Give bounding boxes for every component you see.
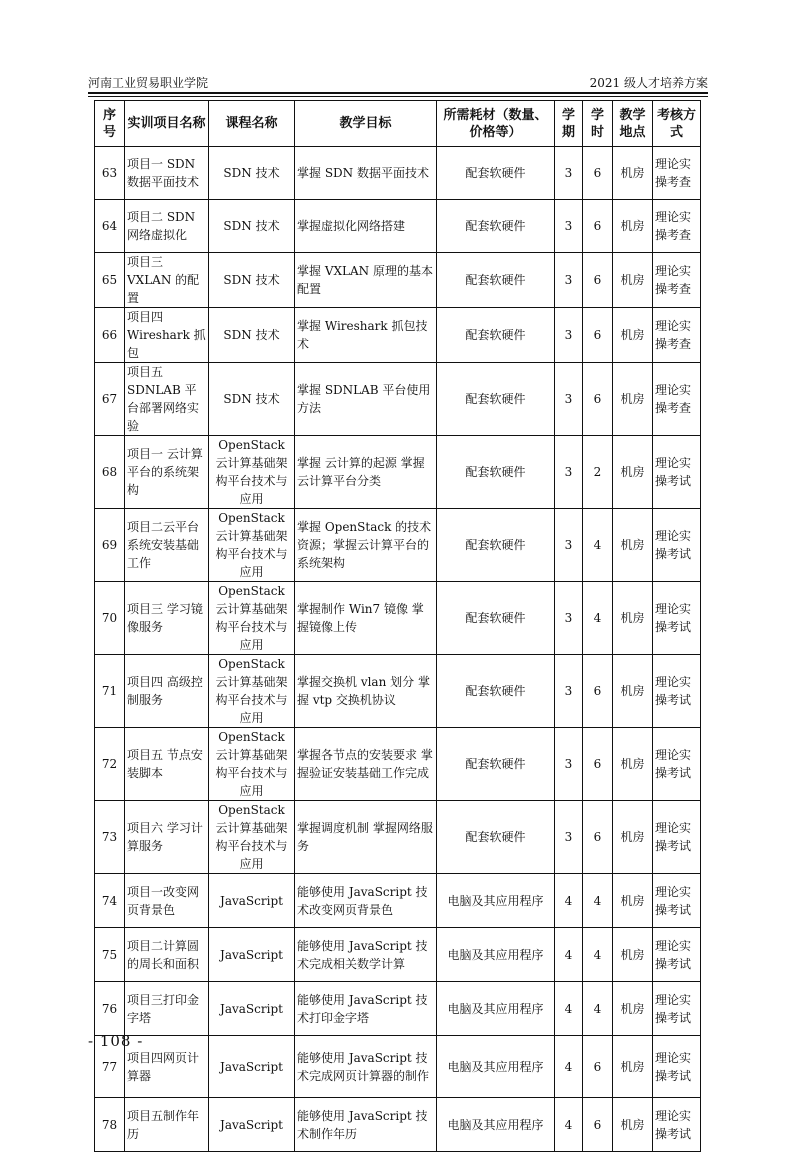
cell-location: 机房 [613,253,653,308]
cell-row-number: 72 [95,728,125,801]
cell-course-name: JavaScript [209,982,295,1036]
cell-project-name: 项目四 Wireshark 抓包 [125,308,209,363]
cell-location: 机房 [613,874,653,928]
cell-teaching-goal: 掌握 Wireshark 抓包技术 [295,308,437,363]
cell-hours: 6 [583,147,613,200]
cell-teaching-goal: 掌握 OpenStack 的技术资源；掌握云计算平台的系统架构 [295,509,437,582]
cell-location: 机房 [613,582,653,655]
col-header-no: 序号 [95,101,125,147]
cell-course-name: SDN 技术 [209,200,295,253]
cell-hours: 4 [583,874,613,928]
cell-teaching-goal: 掌握 云计算的起源 掌握 云计算平台分类 [295,436,437,509]
cell-row-number: 77 [95,1036,125,1098]
cell-row-number: 75 [95,928,125,982]
cell-term: 3 [555,582,583,655]
cell-teaching-goal: 掌握交换机 vlan 划分 掌握 vtp 交换机协议 [295,655,437,728]
cell-hours: 2 [583,436,613,509]
cell-project-name: 项目三 VXLAN 的配置 [125,253,209,308]
cell-material: 配套软硬件 [437,582,555,655]
cell-row-number: 73 [95,801,125,874]
cell-material: 配套软硬件 [437,308,555,363]
cell-course-name: SDN 技术 [209,363,295,436]
cell-hours: 6 [583,200,613,253]
cell-hours: 4 [583,509,613,582]
cell-hours: 6 [583,253,613,308]
cell-project-name: 项目一改变网页背景色 [125,874,209,928]
cell-assessment: 理论实操考试 [653,1036,701,1098]
cell-hours: 4 [583,928,613,982]
cell-course-name: JavaScript [209,1098,295,1152]
cell-material: 配套软硬件 [437,200,555,253]
cell-term: 4 [555,1036,583,1098]
cell-term: 4 [555,874,583,928]
plan-title: 2021 级人才培养方案 [589,76,708,90]
table-row [95,200,701,253]
cell-location: 机房 [613,801,653,874]
cell-material: 配套软硬件 [437,147,555,200]
cell-course-name: OpenStack 云计算基础架构平台技术与应用 [209,436,295,509]
cell-material: 配套软硬件 [437,436,555,509]
table-row [95,363,701,436]
cell-location: 机房 [613,728,653,801]
cell-material: 配套软硬件 [437,509,555,582]
table-row [95,655,701,728]
cell-term: 3 [555,655,583,728]
cell-course-name: SDN 技术 [209,308,295,363]
cell-course-name: JavaScript [209,1036,295,1098]
cell-course-name: OpenStack 云计算基础架构平台技术与应用 [209,655,295,728]
col-header-hours: 学时 [583,101,613,147]
cell-project-name: 项目一 SDN 数据平面技术 [125,147,209,200]
cell-assessment: 理论实操考试 [653,728,701,801]
cell-hours: 6 [583,308,613,363]
cell-project-name: 项目五 SDNLAB 平台部署网络实验 [125,363,209,436]
cell-project-name: 项目四 高级控制服务 [125,655,209,728]
cell-course-name: JavaScript [209,874,295,928]
cell-assessment: 理论实操考试 [653,509,701,582]
cell-location: 机房 [613,982,653,1036]
cell-project-name: 项目三打印金字塔 [125,982,209,1036]
cell-location: 机房 [613,1098,653,1152]
cell-project-name: 项目三 学习镜像服务 [125,582,209,655]
cell-assessment: 理论实操考试 [653,801,701,874]
cell-material: 配套软硬件 [437,801,555,874]
cell-teaching-goal: 掌握 SDN 数据平面技术 [295,147,437,200]
cell-row-number: 76 [95,982,125,1036]
cell-assessment: 理论实操考查 [653,308,701,363]
cell-row-number: 74 [95,874,125,928]
cell-term: 3 [555,200,583,253]
cell-assessment: 理论实操考试 [653,982,701,1036]
cell-teaching-goal: 能够使用 JavaScript 技术完成网页计算器的制作 [295,1036,437,1098]
col-header-course: 课程名称 [209,101,295,147]
cell-term: 3 [555,363,583,436]
cell-assessment: 理论实操考试 [653,582,701,655]
cell-row-number: 71 [95,655,125,728]
cell-assessment: 理论实操考查 [653,147,701,200]
cell-hours: 6 [583,728,613,801]
table-row [95,728,701,801]
col-header-term: 学期 [555,101,583,147]
cell-term: 3 [555,509,583,582]
cell-course-name: OpenStack 云计算基础架构平台技术与应用 [209,509,295,582]
cell-location: 机房 [613,147,653,200]
cell-assessment: 理论实操考查 [653,200,701,253]
cell-location: 机房 [613,308,653,363]
cell-location: 机房 [613,928,653,982]
cell-term: 3 [555,253,583,308]
cell-row-number: 67 [95,363,125,436]
cell-hours: 6 [583,363,613,436]
table-row [95,509,701,582]
cell-hours: 4 [583,582,613,655]
cell-material: 电脑及其应用程序 [437,928,555,982]
page-number: - 108 - [88,1032,144,1050]
cell-term: 3 [555,436,583,509]
cell-teaching-goal: 掌握 VXLAN 原理的基本配置 [295,253,437,308]
cell-term: 3 [555,801,583,874]
col-header-place: 教学地点 [613,101,653,147]
cell-assessment: 理论实操考试 [653,1098,701,1152]
table-row [95,253,701,308]
cell-teaching-goal: 掌握虚拟化网络搭建 [295,200,437,253]
table-row [95,436,701,509]
cell-location: 机房 [613,200,653,253]
header-rule-thick [88,92,708,94]
cell-term: 4 [555,982,583,1036]
cell-material: 电脑及其应用程序 [437,982,555,1036]
cell-teaching-goal: 掌握各节点的安装要求 掌握验证安装基础工作完成 [295,728,437,801]
table-body [95,147,701,1152]
cell-course-name: JavaScript [209,928,295,982]
cell-row-number: 68 [95,436,125,509]
cell-hours: 6 [583,801,613,874]
cell-assessment: 理论实操考试 [653,874,701,928]
cell-project-name: 项目四网页计算器 [125,1036,209,1098]
cell-course-name: OpenStack 云计算基础架构平台技术与应用 [209,728,295,801]
cell-hours: 6 [583,1098,613,1152]
cell-assessment: 理论实操考试 [653,655,701,728]
cell-material: 配套软硬件 [437,253,555,308]
col-header-material: 所需耗材（数量、价格等） [437,101,555,147]
cell-course-name: OpenStack 云计算基础架构平台技术与应用 [209,582,295,655]
table-row [95,801,701,874]
cell-course-name: SDN 技术 [209,253,295,308]
cell-project-name: 项目六 学习计算服务 [125,801,209,874]
cell-row-number: 66 [95,308,125,363]
cell-row-number: 78 [95,1098,125,1152]
cell-term: 4 [555,1098,583,1152]
table-row [95,308,701,363]
cell-term: 3 [555,308,583,363]
cell-term: 3 [555,728,583,801]
cell-material: 配套软硬件 [437,655,555,728]
header-rule-thin [88,96,708,97]
cell-hours: 4 [583,982,613,1036]
cell-location: 机房 [613,509,653,582]
cell-row-number: 65 [95,253,125,308]
training-projects-table [94,100,701,1152]
cell-material: 电脑及其应用程序 [437,1036,555,1098]
cell-term: 3 [555,147,583,200]
cell-row-number: 70 [95,582,125,655]
cell-location: 机房 [613,655,653,728]
cell-material: 电脑及其应用程序 [437,874,555,928]
cell-teaching-goal: 能够使用 JavaScript 技术完成相关数学计算 [295,928,437,982]
cell-assessment: 理论实操考试 [653,928,701,982]
cell-row-number: 64 [95,200,125,253]
table-row [95,1036,701,1098]
cell-material: 配套软硬件 [437,363,555,436]
cell-teaching-goal: 能够使用 JavaScript 技术改变网页背景色 [295,874,437,928]
school-name: 河南工业贸易职业学院 [88,76,209,90]
cell-row-number: 63 [95,147,125,200]
table-row [95,982,701,1036]
table-header-row [95,101,701,147]
cell-teaching-goal: 掌握 SDNLAB 平台使用方法 [295,363,437,436]
table-row [95,582,701,655]
cell-teaching-goal: 掌握制作 Win7 镜像 掌握镜像上传 [295,582,437,655]
cell-teaching-goal: 掌握调度机制 掌握网络服务 [295,801,437,874]
cell-project-name: 项目五 节点安装脚本 [125,728,209,801]
table-row [95,147,701,200]
cell-teaching-goal: 能够使用 JavaScript 技术制作年历 [295,1098,437,1152]
cell-assessment: 理论实操考查 [653,363,701,436]
col-header-goal: 教学目标 [295,101,437,147]
table-row [95,874,701,928]
cell-course-name: SDN 技术 [209,147,295,200]
cell-term: 4 [555,928,583,982]
cell-location: 机房 [613,436,653,509]
cell-location: 机房 [613,363,653,436]
cell-project-name: 项目二计算圆的周长和面积 [125,928,209,982]
cell-project-name: 项目二 SDN 网络虚拟化 [125,200,209,253]
cell-material: 配套软硬件 [437,728,555,801]
cell-project-name: 项目一 云计算平台的系统架构 [125,436,209,509]
cell-course-name: OpenStack 云计算基础架构平台技术与应用 [209,801,295,874]
cell-teaching-goal: 能够使用 JavaScript 技术打印金字塔 [295,982,437,1036]
cell-row-number: 69 [95,509,125,582]
cell-hours: 6 [583,655,613,728]
cell-project-name: 项目二云平台系统安装基础工作 [125,509,209,582]
cell-assessment: 理论实操考查 [653,253,701,308]
cell-project-name: 项目五制作年历 [125,1098,209,1152]
cell-location: 机房 [613,1036,653,1098]
cell-hours: 6 [583,1036,613,1098]
page-header [88,74,708,92]
cell-assessment: 理论实操考试 [653,436,701,509]
cell-material: 电脑及其应用程序 [437,1098,555,1152]
table-row [95,1098,701,1152]
col-header-assess: 考核方式 [653,101,701,147]
table-row [95,928,701,982]
col-header-project: 实训项目名称 [125,101,209,147]
